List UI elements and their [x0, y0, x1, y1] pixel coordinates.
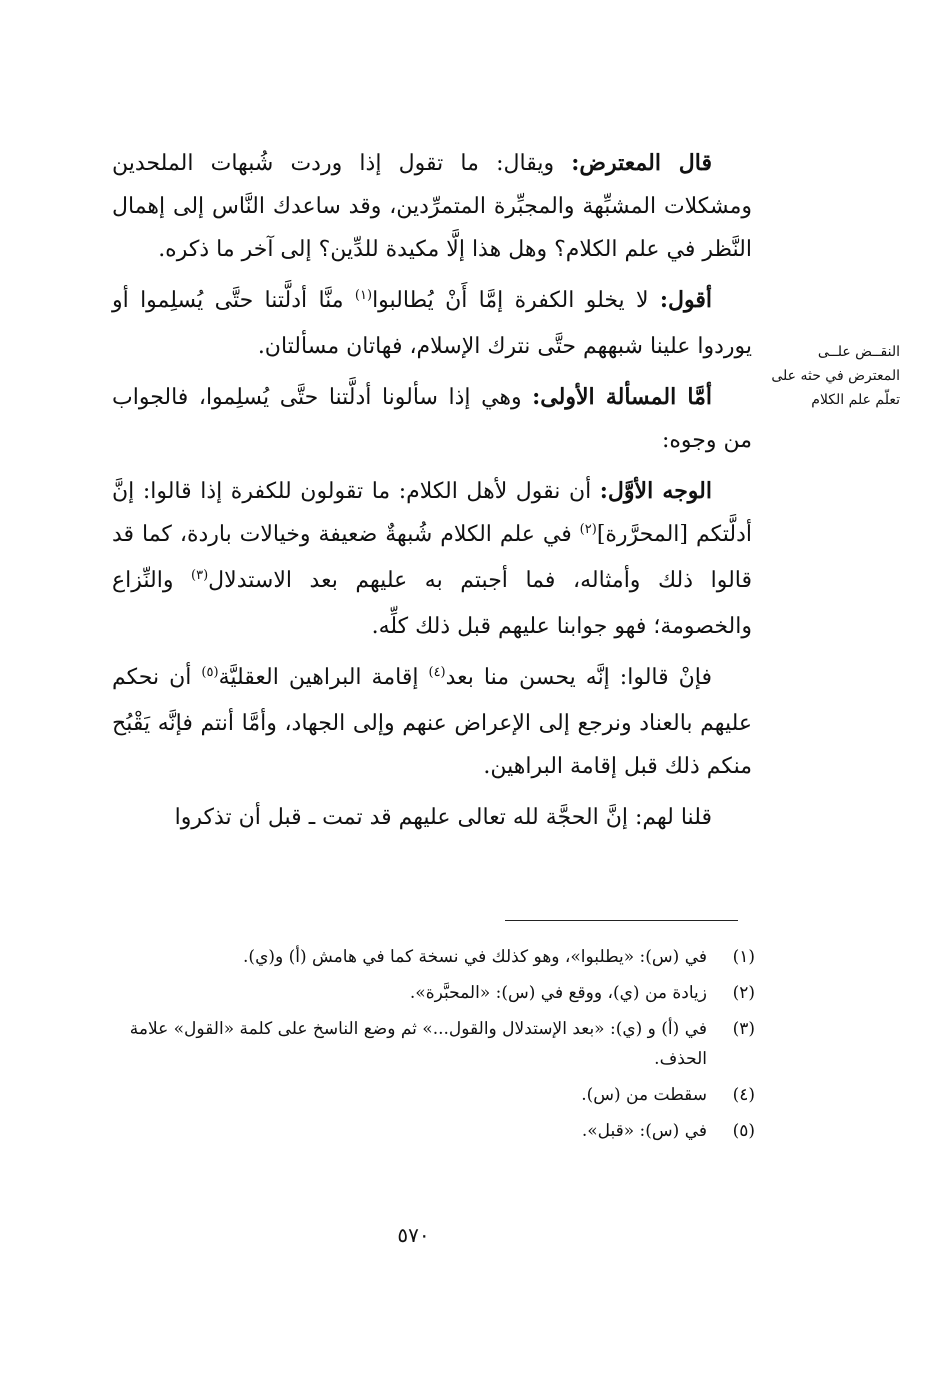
footnote-number: (٣)	[732, 1019, 755, 1039]
footnote-text: سقطت من (س).	[581, 1085, 707, 1105]
footnote-text: زيادة من (ي)، ووقع في (س): «المحبَّرة».	[409, 983, 707, 1003]
footnote	[80, 942, 755, 972]
footnote-ref: (٣)	[191, 568, 209, 583]
paragraph-3	[112, 376, 752, 462]
footnote-text: في (س): «قبل».	[581, 1121, 707, 1141]
paragraph-text: في علم الكلام شُبهةٌ ضعيفة وخيالات باردة، كما قد قالوا ذلك وأمثاله، فما أجبتم به عليهم بعد الاستدلال	[112, 522, 753, 593]
footnote	[80, 1080, 755, 1110]
paragraph-label: أقول:	[659, 287, 712, 313]
paragraph-label: قال المعترض:	[571, 150, 712, 176]
paragraph-5	[112, 656, 752, 788]
footnotes	[80, 942, 755, 1152]
paragraph-text: وهي إذا سألونا أدلَّتنا حتَّى يُسلِموا، فالجواب من وجوه:	[112, 385, 752, 453]
footnote	[80, 1014, 755, 1074]
paragraph-4	[112, 470, 752, 648]
paragraph-2	[112, 279, 752, 368]
footnote-ref: (١)	[354, 288, 373, 303]
footnote-number: (٤)	[732, 1085, 755, 1105]
footnote-number: (١)	[732, 947, 755, 967]
paragraph-1	[112, 142, 752, 271]
footnote-number: (٥)	[732, 1121, 755, 1141]
footnote-separator	[505, 920, 738, 921]
paragraph-label: الوجه الأوَّل:	[599, 478, 712, 504]
paragraph-text: لا يخلو الكفرة إمَّا أَنْ يُطالبوا	[372, 288, 660, 313]
paragraph-6	[112, 796, 752, 839]
footnote-ref: (٥)	[201, 665, 219, 680]
footnote-text: في (أ) و (ي): «بعد الإستدلال والقول...» ثم وضع الناسخ على كلمة «القول» علامة الحذف.	[129, 1019, 707, 1069]
paragraph-text: قلنا لهم: إنَّ الحجَّة لله تعالى عليهم قد تمت ـ قبل أن تذكروا	[174, 805, 712, 830]
footnote	[80, 1116, 755, 1146]
page-number: ٥٧٠	[397, 1223, 430, 1247]
main-text	[112, 142, 752, 847]
footnote-text: في (س): «يطلبوا»، وهو كذلك في نسخة كما في هامش (أ) و(ي).	[243, 947, 707, 967]
paragraph-text: منَّا أدلَّتنا حتَّى يُسلِموا أو يوردوا علينا شبههم حتَّى نترك الإسلام، فهاتان مسألتان.	[112, 288, 752, 359]
paragraph-label: أمَّا المسألة الأولى:	[532, 384, 712, 410]
paragraph-text: إقامة البراهين العقليَّة	[218, 665, 429, 690]
footnote-ref: (٤)	[428, 665, 446, 680]
paragraph-text: والنِّزاع والخصومة؛ فهو جوابنا عليهم قبل ذلك كلِّه.	[112, 568, 752, 639]
paragraph-text: أن نقول لأهل الكلام: ما تقولون للكفرة إذا قالوا: إنَّ أدلَّتكم [المحرَّرة]	[112, 479, 752, 547]
paragraph-text: ويقال: ما تقول إذا وردت شُبهات الملحدين ومشكلات المشبِّهة والمجبِّرة المتمرِّدين، وقد ساعدك النَّاس إلى إهمال النَّظر في علم الكلام؟ وهل هذا إلَّا مكيدة للدِّين؟ إلى آخر ما ذكره.	[112, 151, 752, 262]
paragraph-text: فإنْ قالوا: إنَّه يحسن منا بعد	[445, 665, 713, 690]
footnote-ref: (٢)	[579, 522, 597, 537]
margin-heading: النقــض علــى المعترض في حثه على تعلّم علم الكلام	[771, 344, 900, 408]
footnote-number: (٢)	[732, 983, 755, 1003]
paragraph-text: أن نحكم عليهم بالعناد ونرجع إلى الإعراض عنهم وإلى الجهاد، وأمَّا أنتم فإنَّه يَقْبُح منكم ذلك قبل إقامة البراهين.	[112, 665, 752, 779]
footnote	[80, 978, 755, 1008]
